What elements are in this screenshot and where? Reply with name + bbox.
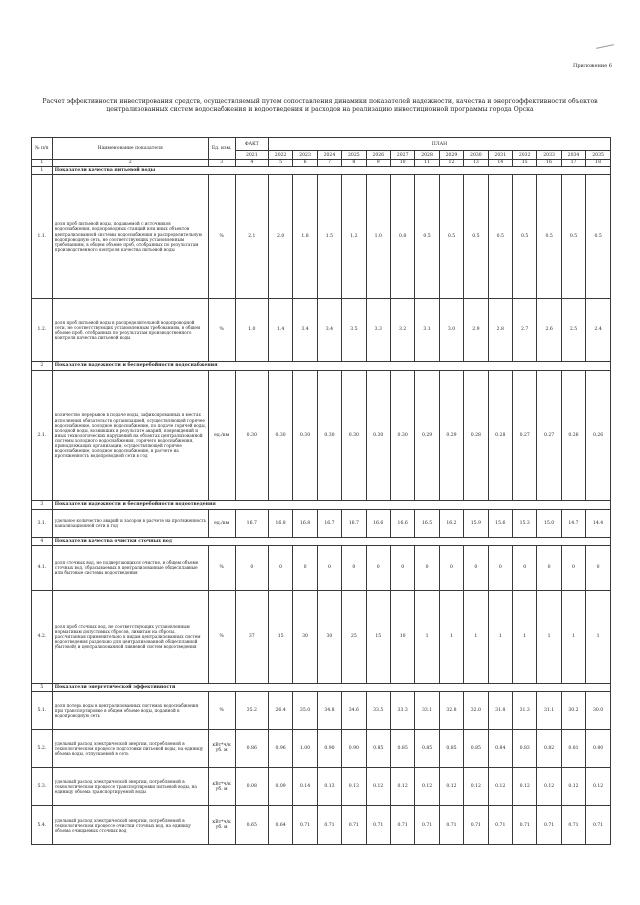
row-number: 2.1. (32, 370, 53, 501)
indicator-name: доля проб питьевой воды в распределительной водопроводной сети, не соответствующих установленным требованиям, в общем объеме проб, отобранных по результатам производственного контроля качества питьевой воды (52, 298, 208, 361)
unit-cell: % (208, 692, 235, 729)
value-cell: 0.5 (512, 175, 536, 299)
year-header: 2031 (488, 151, 512, 159)
value-cell: 0 (561, 545, 585, 590)
row-number: 5.2. (32, 729, 53, 767)
column-number: 4 (235, 159, 268, 166)
document-heading: Расчет эффективности инвестирования средств, осуществляемый путем сопоставления динамики показателей надежности, качества и энергоэффективности объектов централизованных систем водоснабжения и водоотведения и расходов на реализацию инвестиционной программы города Орска (42, 98, 598, 114)
value-cell: 15 (268, 590, 292, 683)
value-cell: 1 (488, 590, 512, 683)
year-header: 2026 (366, 151, 390, 159)
value-cell: 0 (537, 545, 561, 590)
value-cell: 0.71 (464, 806, 488, 845)
year-header: 2028 (415, 151, 439, 159)
value-cell: 0.27 (512, 370, 536, 501)
value-cell: 0.12 (488, 768, 512, 806)
table-row (32, 729, 611, 767)
year-header: 2025 (342, 151, 366, 159)
value-cell: 0.71 (561, 806, 585, 845)
value-cell: 1 (537, 590, 561, 683)
value-cell: 0.71 (512, 806, 536, 845)
column-number: 11 (415, 159, 439, 166)
value-cell: 1.2 (342, 175, 366, 299)
value-cell: 16.2 (439, 509, 463, 537)
value-cell: 1.0 (366, 175, 390, 299)
value-cell: 0 (390, 545, 414, 590)
indicator-name: доля проб сточных вод, не соответствующих установленным нормативам допустимых сбросов, лимитам на сбросы, рассчитанная применительно к видам централизованных систем водоотведения раздельно для централизованной общесплавной (бытовой) и централизованной ливневой систем водоотведения (52, 590, 208, 683)
value-cell: 30.0 (586, 692, 611, 729)
value-cell: 0.27 (537, 370, 561, 501)
value-cell: 1.00 (293, 729, 317, 767)
section-row (32, 362, 611, 370)
year-header: 2024 (317, 151, 341, 159)
value-cell: 0.12 (586, 768, 611, 806)
value-cell: 0.85 (464, 729, 488, 767)
value-cell: 1 (439, 590, 463, 683)
value-cell: 0 (586, 545, 611, 590)
section-number: 5 (32, 683, 53, 691)
value-cell: 0.81 (561, 729, 585, 767)
value-cell: 0.13 (317, 768, 341, 806)
value-cell: 3.4 (317, 298, 341, 361)
value-cell: 0.8 (390, 175, 414, 299)
value-cell: 0.30 (317, 370, 341, 501)
value-cell: 33.5 (366, 692, 390, 729)
unit-cell: % (208, 298, 235, 361)
value-cell: 0.82 (537, 729, 561, 767)
value-cell: 10 (390, 590, 414, 683)
table-row (32, 545, 611, 590)
value-cell: 1 (561, 590, 585, 683)
year-header: 2022 (268, 151, 292, 159)
value-cell: 0.86 (235, 729, 268, 767)
section-row (32, 167, 611, 175)
value-cell: 0.12 (512, 768, 536, 806)
table-row (32, 590, 611, 683)
value-cell: 0.12 (439, 768, 463, 806)
scan-mark (596, 44, 614, 49)
value-cell: 0.85 (390, 729, 414, 767)
value-cell: 3.3 (366, 298, 390, 361)
value-cell: 32.0 (464, 692, 488, 729)
value-cell: 0.85 (415, 729, 439, 767)
row-number: 4.1. (32, 545, 53, 590)
column-number: 9 (366, 159, 390, 166)
value-cell: 2.5 (561, 298, 585, 361)
value-cell: 3.5 (342, 298, 366, 361)
value-cell: 0.28 (488, 370, 512, 501)
value-cell: 2.8 (488, 298, 512, 361)
value-cell: 31.8 (488, 692, 512, 729)
value-cell: 0.12 (390, 768, 414, 806)
col-num-header: № п/п (32, 138, 53, 160)
section-title: Показатели надежности и бесперебойности водоотведения (52, 501, 610, 509)
value-cell: 0.5 (439, 175, 463, 299)
value-cell: 0.26 (561, 370, 585, 501)
value-cell: 2.1 (235, 175, 268, 299)
indicators-table (31, 137, 611, 845)
year-header: 2032 (512, 151, 536, 159)
value-cell: 0 (235, 545, 268, 590)
table-row (32, 692, 611, 729)
value-cell: 15.9 (464, 509, 488, 537)
value-cell: 0.12 (537, 768, 561, 806)
value-cell: 0.14 (293, 768, 317, 806)
row-number: 5.3. (32, 768, 53, 806)
value-cell: 30 (293, 590, 317, 683)
unit-cell: ед./км (208, 370, 235, 501)
value-cell: 1 (415, 590, 439, 683)
value-cell: 1 (512, 590, 536, 683)
value-cell: 32.8 (439, 692, 463, 729)
value-cell: 14.4 (586, 509, 611, 537)
row-number: 3.1. (32, 509, 53, 537)
value-cell: 1 (586, 590, 611, 683)
value-cell: 0 (293, 545, 317, 590)
table-row (32, 768, 611, 806)
value-cell: 3.4 (293, 298, 317, 361)
indicator-name: доля проб питьевой воды, подаваемой с источников водоснабжения, водопроводных станций или иных объектов централизованной системы водоснабжения в распределительную водопроводную сеть, не соответствующих установленным требованиям, в общем объеме проб, отобранных по результатам производственного контроля качества питьевой воды (52, 175, 208, 299)
value-cell: 14.7 (561, 509, 585, 537)
column-number: 7 (317, 159, 341, 166)
year-header: 2029 (439, 151, 463, 159)
column-number: 12 (439, 159, 463, 166)
value-cell: 0.71 (488, 806, 512, 845)
fact-header: ФАКТ (235, 138, 268, 151)
value-cell: 0.80 (586, 729, 611, 767)
table-row (32, 175, 611, 299)
indicator-name: количество перерывов в подаче воды, зафиксированных в местах исполнения обязательств организацией, осуществляющей горячее водоснабжение, холодное водоснабжение, по подаче горячей воды, холодной воды, возникших в результате аварий, повреждений и иных технологических нарушений на объектах централизованной системы холодного водоснабжения, горячего водоснабжения, принадлежащих организации, осуществляющей горячее водоснабжение, холодное водоснабжение, в расчете на протяженность водопроводной сети в год (52, 370, 208, 501)
column-number: 17 (561, 159, 585, 166)
unit-cell: кВт*ч/к уб. м (208, 806, 235, 845)
value-cell: 0.30 (235, 370, 268, 501)
value-cell: 0 (512, 545, 536, 590)
value-cell: 1 (464, 590, 488, 683)
section-number: 1 (32, 167, 53, 175)
value-cell: 0.71 (537, 806, 561, 845)
value-cell: 16.5 (415, 509, 439, 537)
column-number: 16 (537, 159, 561, 166)
value-cell: 0.84 (488, 729, 512, 767)
value-cell: 0.71 (317, 806, 341, 845)
value-cell: 2.7 (512, 298, 536, 361)
value-cell: 0 (464, 545, 488, 590)
value-cell: 16.7 (342, 509, 366, 537)
column-number: 8 (342, 159, 366, 166)
value-cell: 0.30 (268, 370, 292, 501)
value-cell: 0.90 (317, 729, 341, 767)
unit-cell: кВт*ч/к уб. м (208, 729, 235, 767)
value-cell: 2.6 (537, 298, 561, 361)
value-cell: 0.29 (439, 370, 463, 501)
value-cell: 15.0 (537, 509, 561, 537)
indicator-name: доля сточных вод, не подвергающихся очистке, в общем объеме сточных вод, сбрасываемых в централизованные общесплавные или бытовые системы водоотведения (52, 545, 208, 590)
value-cell: 35.2 (235, 692, 268, 729)
header-colnum-row (32, 159, 611, 166)
value-cell: 0.85 (366, 729, 390, 767)
indicator-name: удельный расход электрической энергии, потребляемой в технологическом процессе очистки сточных вод, на единицу объема очищаемых сточных вод (52, 806, 208, 845)
header-row-1 (32, 138, 611, 151)
value-cell: 0.12 (561, 768, 585, 806)
row-number: 4.2. (32, 590, 53, 683)
value-cell: 31.3 (512, 692, 536, 729)
column-number: 10 (390, 159, 414, 166)
year-header: 2021 (235, 151, 268, 159)
section-row (32, 683, 611, 691)
value-cell: 0.71 (415, 806, 439, 845)
section-number: 2 (32, 362, 53, 370)
year-header: 2027 (390, 151, 414, 159)
value-cell: 0 (366, 545, 390, 590)
appendix-label: Приложение 6 (572, 63, 612, 69)
value-cell: 0.71 (439, 806, 463, 845)
value-cell: 0.5 (561, 175, 585, 299)
value-cell: 0.08 (235, 768, 268, 806)
indicator-name: доля потерь воды в централизованных системах водоснабжения при транспортировке в общем объеме воды, поданной в водопроводную сеть (52, 692, 208, 729)
value-cell: 0.5 (488, 175, 512, 299)
row-number: 1.2. (32, 298, 53, 361)
section-title: Показатели энергетической эффективности (52, 683, 610, 691)
indicator-name: удельный расход электрической энергии, потребляемой в технологическом процессе транспортировки питьевой воды, на единицу объема транспортируемой воды (52, 768, 208, 806)
value-cell: 33.3 (390, 692, 414, 729)
value-cell: 16.7 (235, 509, 268, 537)
value-cell: 0.09 (268, 768, 292, 806)
column-number: 3 (208, 159, 235, 166)
section-title: Показатели качества питьевой воды (52, 167, 610, 175)
value-cell: 0.12 (464, 768, 488, 806)
unit-cell: кВт*ч/к уб. м (208, 768, 235, 806)
value-cell: 0.30 (366, 370, 390, 501)
value-cell: 34.8 (317, 692, 341, 729)
value-cell: 16.7 (317, 509, 341, 537)
col-unit-header: Ед. изм. (208, 138, 235, 160)
value-cell: 0.96 (268, 729, 292, 767)
value-cell: 0.28 (464, 370, 488, 501)
value-cell: 0.85 (439, 729, 463, 767)
section-row (32, 537, 611, 545)
unit-cell: % (208, 175, 235, 299)
unit-cell: % (208, 545, 235, 590)
table-row (32, 370, 611, 501)
row-number: 1.1. (32, 175, 53, 299)
value-cell: 0.71 (390, 806, 414, 845)
section-title: Показатели качества очистки сточных вод (52, 537, 610, 545)
column-number: 1 (32, 159, 53, 166)
value-cell: 1.8 (293, 175, 317, 299)
plan-header: ПЛАН (268, 138, 610, 151)
value-cell: 0.64 (268, 806, 292, 845)
value-cell: 0.30 (390, 370, 414, 501)
indicator-name: удельный расход электрической энергии, потребляемой в технологическом процессе подготовки питьевой воды, на единицу объема воды, отпускаемой в сеть (52, 729, 208, 767)
section-number: 4 (32, 537, 53, 545)
value-cell: 0.71 (586, 806, 611, 845)
value-cell: 1.4 (268, 298, 292, 361)
value-cell: 1.0 (235, 298, 268, 361)
value-cell: 2.0 (268, 175, 292, 299)
value-cell: 15 (366, 590, 390, 683)
value-cell: 16.8 (293, 509, 317, 537)
column-number: 14 (488, 159, 512, 166)
section-title: Показатели надежности и бесперебойности водоснабжения (52, 362, 610, 370)
value-cell: 0.5 (415, 175, 439, 299)
column-number: 6 (293, 159, 317, 166)
section-number: 3 (32, 501, 53, 509)
section-row (32, 501, 611, 509)
value-cell: 0.30 (342, 370, 366, 501)
table-row (32, 806, 611, 845)
unit-cell: ед./км (208, 509, 235, 537)
value-cell: 0.5 (464, 175, 488, 299)
value-cell: 2.9 (464, 298, 488, 361)
value-cell: 2.4 (586, 298, 611, 361)
table-row (32, 298, 611, 361)
value-cell: 0.5 (586, 175, 611, 299)
row-number: 5.4. (32, 806, 53, 845)
value-cell: 0 (488, 545, 512, 590)
value-cell: 26.4 (268, 692, 292, 729)
value-cell: 0 (415, 545, 439, 590)
value-cell: 37 (235, 590, 268, 683)
value-cell: 0.30 (293, 370, 317, 501)
value-cell: 0 (439, 545, 463, 590)
value-cell: 0.26 (586, 370, 611, 501)
value-cell: 0 (342, 545, 366, 590)
year-header: 2030 (464, 151, 488, 159)
year-header: 2034 (561, 151, 585, 159)
value-cell: 0.65 (235, 806, 268, 845)
value-cell: 0.71 (366, 806, 390, 845)
indicator-name: удельное количество аварий и засоров в расчете на протяженность канализационной сети в год (52, 509, 208, 537)
value-cell: 0.5 (537, 175, 561, 299)
table-row (32, 509, 611, 537)
value-cell: 0.83 (512, 729, 536, 767)
value-cell: 25 (342, 590, 366, 683)
value-cell: 0.13 (342, 768, 366, 806)
row-number: 5.1. (32, 692, 53, 729)
column-number: 5 (268, 159, 292, 166)
value-cell: 0.71 (293, 806, 317, 845)
value-cell: 0.29 (415, 370, 439, 501)
value-cell: 33.1 (415, 692, 439, 729)
value-cell: 0 (268, 545, 292, 590)
value-cell: 3.0 (439, 298, 463, 361)
value-cell: 0 (317, 545, 341, 590)
column-number: 18 (586, 159, 611, 166)
value-cell: 15.3 (512, 509, 536, 537)
value-cell: 15.6 (488, 509, 512, 537)
value-cell: 16.6 (390, 509, 414, 537)
column-number: 13 (464, 159, 488, 166)
value-cell: 0.90 (342, 729, 366, 767)
value-cell: 34.6 (342, 692, 366, 729)
year-header: 2023 (293, 151, 317, 159)
column-number: 15 (512, 159, 536, 166)
value-cell: 16.6 (366, 509, 390, 537)
value-cell: 30.2 (561, 692, 585, 729)
value-cell: 30 (317, 590, 341, 683)
value-cell: 31.1 (537, 692, 561, 729)
value-cell: 3.2 (390, 298, 414, 361)
col-name-header: Наименование показателя (52, 138, 208, 160)
value-cell: 3.1 (415, 298, 439, 361)
value-cell: 16.8 (268, 509, 292, 537)
value-cell: 0.12 (415, 768, 439, 806)
year-header: 2035 (586, 151, 611, 159)
value-cell: 35.0 (293, 692, 317, 729)
value-cell: 0.71 (342, 806, 366, 845)
unit-cell: % (208, 590, 235, 683)
value-cell: 0.12 (366, 768, 390, 806)
column-number: 2 (52, 159, 208, 166)
year-header: 2033 (537, 151, 561, 159)
value-cell: 1.5 (317, 175, 341, 299)
